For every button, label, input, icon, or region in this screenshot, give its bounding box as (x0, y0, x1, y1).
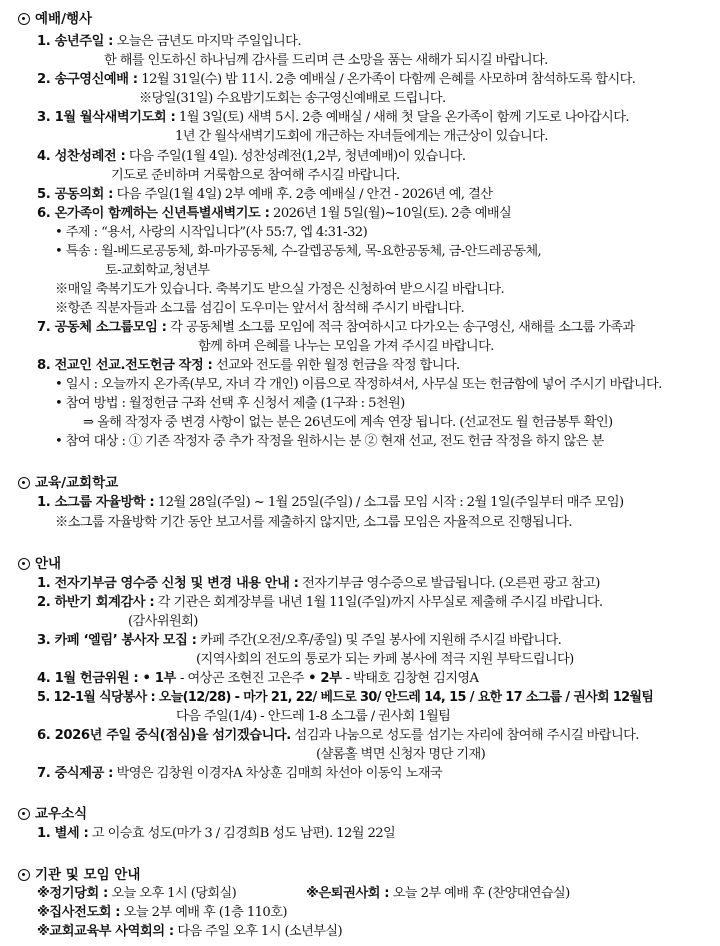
worship-item-8-method: • 참여 방법 : 월정헌금 구좌 선택 후 신청서 제출 (1구좌 : 5천원) (55, 396, 405, 411)
worship-item-1: 1. 송년주일 : 오늘은 금년도 마지막 주일입니다. (37, 34, 301, 49)
section-org-title: 기관 및 모임 안내 (18, 866, 140, 884)
notice-item-1: 1. 전자기부금 영수증 신청 및 변경 내용 안내 : 전자기부금 영수증으로 발급됩니다. (오른편 광고 참고) (37, 576, 600, 591)
notice-item-5-cont: 다음 주일(1/4) - 안드레 1-8 소그룹 / 권사회 1월팀 (176, 709, 451, 724)
notice-item-6-cont: (샬롬홀 벽면 신청자 명단 기재) (316, 747, 486, 762)
worship-item-2: 2. 송구영신예배 : 12월 31일(수) 밤 11시. 2층 예배실 / 온가족이 다함께 은혜를 사모하며 참석하도록 합시다. (37, 72, 636, 87)
worship-item-8-target: • 참여 대상 : ① 기존 작정자 중 추가 작정을 원하시는 분 ② 현재 선교, 전도 헌금 작정을 하지 않은 분 (55, 434, 604, 449)
section-notice-title: 안내 (18, 555, 61, 573)
circle-bullet-icon (18, 869, 30, 881)
worship-item-6: 6. 온가족이 함께하는 신년특별새벽기도 : 2026년 1월 5일(월)~10일(토). 2층 예배실 (37, 206, 512, 221)
education-item-1: 1. 소그룹 자율방학 : 12월 28일(주일) ~ 1월 25일(주일) / 소그룹 모임 시작 : 2월 1일(주일부터 매주 모임) (37, 495, 624, 510)
section-worship-title: 예배/행사 (18, 10, 92, 28)
notice-item-2: 2. 하반기 회계감사 : 각 기관은 회계장부를 내년 1월 11일(주일)까지 사무실로 제출해 주시길 바랍니다. (37, 595, 603, 610)
worship-item-4-cont: 기도로 준비하며 거룩함으로 참여해 주시길 바랍니다. (111, 168, 400, 183)
section-education-title: 교육/교회학교 (18, 474, 118, 492)
circle-bullet-icon (18, 558, 30, 570)
worship-item-3: 3. 1월 월삭새벽기도회 : 1월 3일(토) 새벽 5시. 2층 예배실 / 새해 첫 달을 온가족이 함께 기도로 나아갑시다. (37, 110, 629, 125)
worship-item-7: 7. 공동체 소그룹모임 : 각 공동체별 소그룹 모임에 적극 참여하시고 다가오는 송구영신, 새해를 소그룹 가족과 (37, 320, 635, 335)
worship-item-6-theme: • 주제 : “용서, 사랑의 시작입니다”(사 55:7, 엡 4:31-32) (55, 225, 368, 240)
worship-item-2-note: ※당일(31일) 수요밤기도회는 송구영신예배로 드립니다. (139, 91, 446, 106)
worship-item-8-extension: ⇒ 올해 작정자 중 변경 사항이 없는 분은 26년도에 계속 연장 됩니다. (선교전도 월 헌금봉투 확인) (83, 415, 613, 430)
worship-item-7-cont: 함께 하며 은혜를 나누는 모임을 가져 주시길 바랍니다. (198, 339, 494, 354)
worship-item-1-cont: 한 해를 인도하신 하나님께 감사를 드리며 큰 소망을 품는 새해가 되시길 바랍니다. (104, 53, 548, 68)
worship-item-6-special: • 특송 : 월-베드로공동체, 화-마가공동체, 수-갈렙공동체, 목-요한공동체, 금-안드레공동체, (55, 244, 542, 259)
org-item-regular-session: ※정기당회 : 오늘 오후 1시 (당회실) (37, 886, 237, 901)
worship-item-5: 5. 공동의회 : 다음 주일(1월 4일) 2부 예배 후. 2층 예배실 / 안건 - 2026년 예, 결산 (37, 187, 493, 202)
notice-item-3-cont: (지역사회의 전도의 통로가 되는 카페 봉사에 적극 지원 부탁드립니다) (196, 652, 574, 667)
worship-item-8: 8. 전교인 선교.전도헌금 작정 : 선교와 전도를 위한 월정 헌금을 작정 합니다. (37, 358, 460, 373)
circle-bullet-icon (18, 808, 30, 820)
notice-item-2-cont: (감사위원회) (128, 614, 198, 629)
notice-item-6: 6. 2026년 주일 중식(점심)을 섬기겠습니다. 섬김과 나눔으로 성도를 섬기는 자리에 참여해 주시길 바랍니다. (37, 728, 639, 743)
org-item-education-meeting: ※교회교육부 사역회의 : 다음 주일 오후 1시 (소년부실) (37, 924, 343, 939)
notice-item-4: 4. 1월 헌금위원 : • 1부 - 여상곤 조현진 고은주 • 2부 - 박태호 김창현 김지영A (37, 671, 479, 686)
notice-item-7: 7. 중식제공 : 박영은 김창원 이경자A 차상훈 김매희 차선아 이동익 노재국 (37, 766, 442, 781)
worship-item-3-cont: 1년 간 월삭새벽기도회에 개근하는 자녀들에게는 개근상이 있습니다. (175, 129, 548, 144)
circle-bullet-icon (18, 477, 30, 489)
notice-item-5: 5. 12-1월 식당봉사 : 오늘(12/28) - 마가 21, 22/ 베드로 30/ 안드레 14, 15 / 요한 17 소그룹 / 권사회 12월팀 (37, 690, 654, 705)
worship-item-6-note-1: ※매일 축복기도가 있습니다. 축복기도 받으실 가정은 신청하여 받으시길 바랍니다. (55, 282, 505, 297)
worship-item-6-note-2: ※항존 직분자들과 소그룹 섬김이 도우미는 앞서서 참석해 주시기 바랍니다. (55, 301, 465, 316)
worship-item-8-date: • 일시 : 오늘까지 온가족(부모, 자녀 각 개인) 이름으로 작정하셔서, 사무실 또는 헌금함에 넣어 주시기 바랍니다. (55, 377, 662, 392)
education-item-1-note: ※소그룹 자율방학 기간 동안 보고서를 제출하지 않지만, 소그룹 모임은 자율적으로 진행됩니다. (55, 515, 572, 530)
worship-item-6-special-cont: 토-교회학교,청년부 (105, 263, 210, 278)
circle-bullet-icon (18, 13, 30, 25)
org-item-retired-deaconess: ※은퇴권사회 : 오늘 2부 예배 후 (찬양대연습실) (306, 886, 570, 901)
section-member-title: 교우소식 (18, 805, 87, 823)
member-item-1: 1. 별세 : 고 이승효 성도(마가 3 / 김경희B 성도 남편). 12월 22일 (37, 826, 396, 841)
worship-item-4: 4. 성찬성례전 : 다음 주일(1월 4일). 성찬성례전(1,2부, 청년예배)이 있습니다. (37, 149, 466, 164)
notice-item-3: 3. 카페 ‘엘림’ 봉사자 모집 : 카페 주간(오전/오후/종일) 및 주일 봉사에 지원해 주시길 바랍니다. (37, 633, 562, 648)
org-item-deacon-meeting: ※집사전도회 : 오늘 2부 예배 후 (1층 110호) (37, 905, 287, 920)
